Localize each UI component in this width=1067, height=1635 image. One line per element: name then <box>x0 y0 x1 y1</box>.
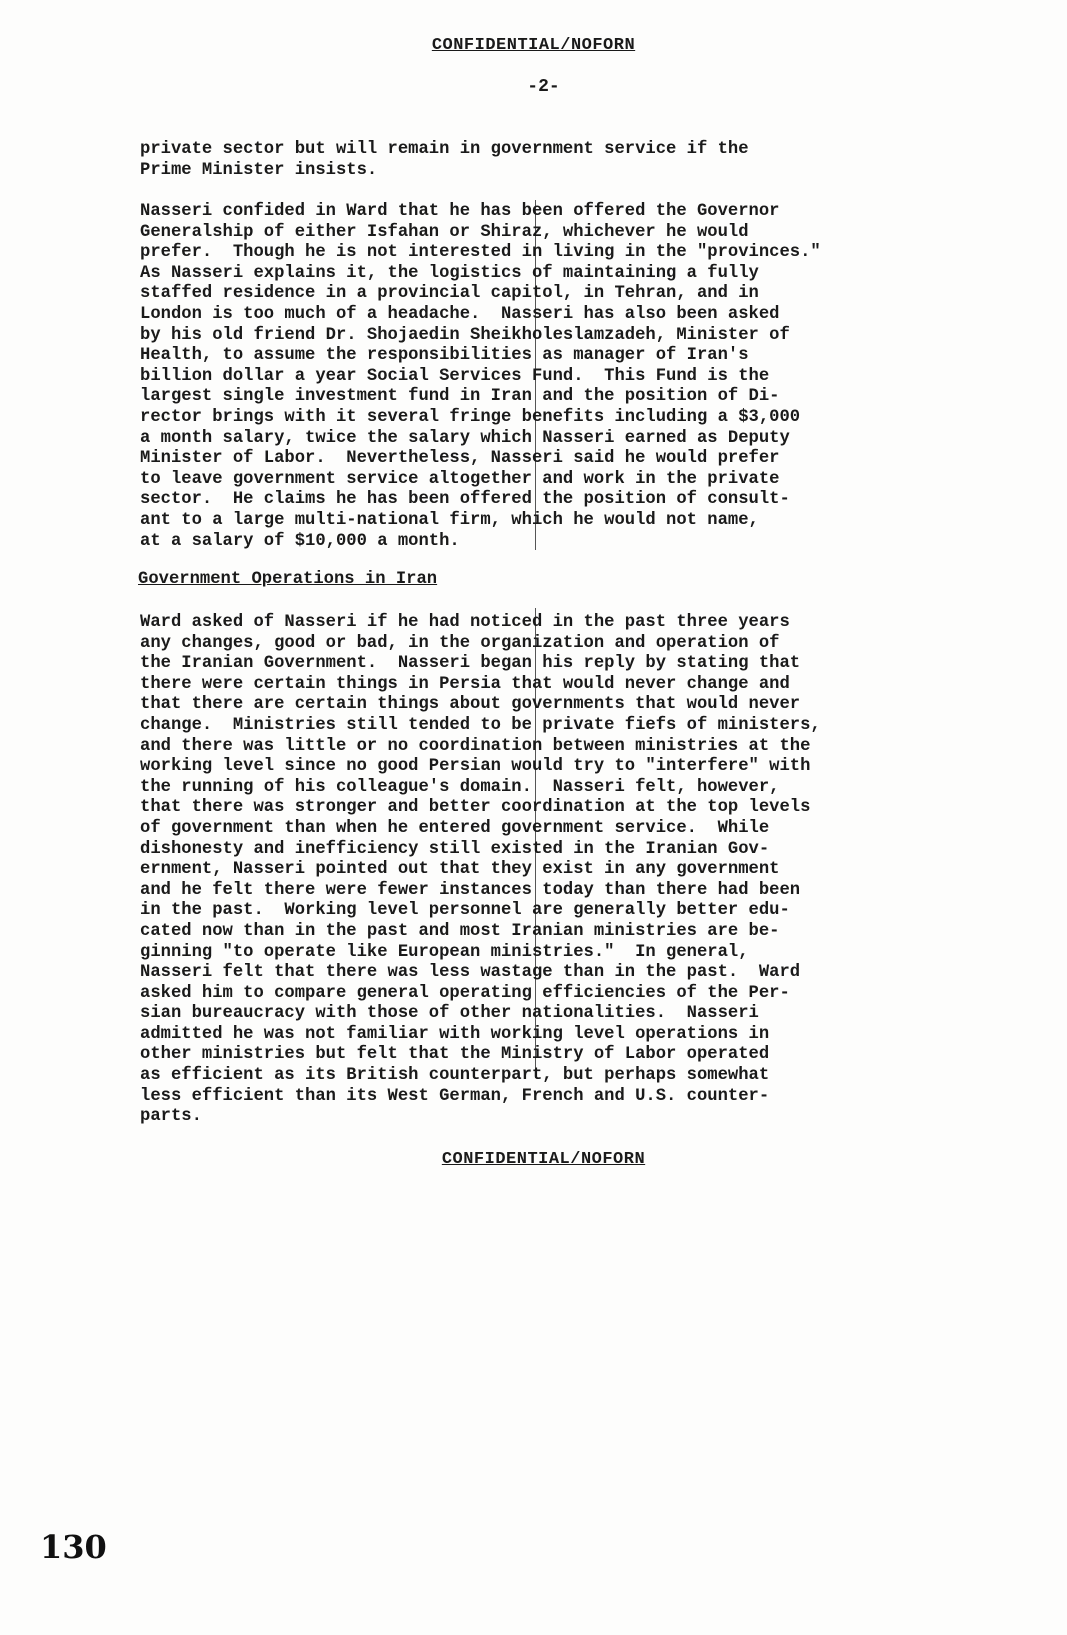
folio-number: 130 <box>40 1528 107 1566</box>
paragraph-governor-offer: Nasseri confided in Ward that he has been offered the Governor Generalship of either Isfahan or Shiraz, whichever he would prefer. Though he is not interested in living in the "provinces." As Nasseri explains it, the logistics of maintaining a fully staffed residence in a provincial capitol, in Tehran, and in London is too much of a headache. Nasseri has also been asked by his old friend Dr. Shojaedin Sheikholeslamzadeh, Minister of Health, to assume the responsibilities as manager of Iran's billion dollar a year Social Services Fund. This Fund is the largest single investment fund in Iran and the position of Di- rector brings with it several fringe benefits including a $3,000 a month salary, twice the salary which Nasseri earned as Deputy Minister of Labor. Nevertheless, Nasseri said he would prefer to leave government service altogether and work in the private sector. He claims he has been offered the position of consult- ant to a large multi-national firm, which he would not name, at a salary of $10,000 a month. <box>140 202 821 551</box>
page-number: -2- <box>527 77 560 97</box>
paragraph-continuation: private sector but will remain in government service if the Prime Minister insists. <box>140 140 749 180</box>
section-heading: Government Operations in Iran <box>138 570 438 589</box>
bottom-classification-marking: CONFIDENTIAL/NOFORN <box>441 1150 646 1169</box>
top-classification-marking: CONFIDENTIAL/NOFORN <box>431 36 636 55</box>
paragraph-government-operations: Ward asked of Nasseri if he had noticed in the past three years any changes, good or bad, in the organization and operation of the Iranian Government. Nasseri began his reply by stating that there were certain things in Persia that would never change and that there are certain things about governments that would never change. Ministries still tended to be private fiefs of ministers, and there was little or no coordination between ministries at the working level since no good Persian would try to "interfere" with the running of his colleague's domain. Nasseri felt, however, that there was stronger and better coordination at the top levels of government than when he entered government service. While dishonesty and inefficiency still existed in the Iranian Gov- ernment, Nasseri pointed out that they exist in any government and he felt there were fewer instances today than there had been in the past. Working level personnel are generally better edu- cated now than in the past and most Iranian ministries are be- ginning "to operate like European ministries." In general, Nasseri felt that there was less wastage than in the past. Ward asked him to compare general operating efficiencies of the Per- sian bureaucracy with those of other nationalities. Nasseri admitted he was not familiar with working level operations in other ministries but felt that the Ministry of Labor operated as efficient as its British counterpart, but perhaps somewhat less efficient than its West German, French and U.S. counter- parts. <box>140 613 821 1127</box>
